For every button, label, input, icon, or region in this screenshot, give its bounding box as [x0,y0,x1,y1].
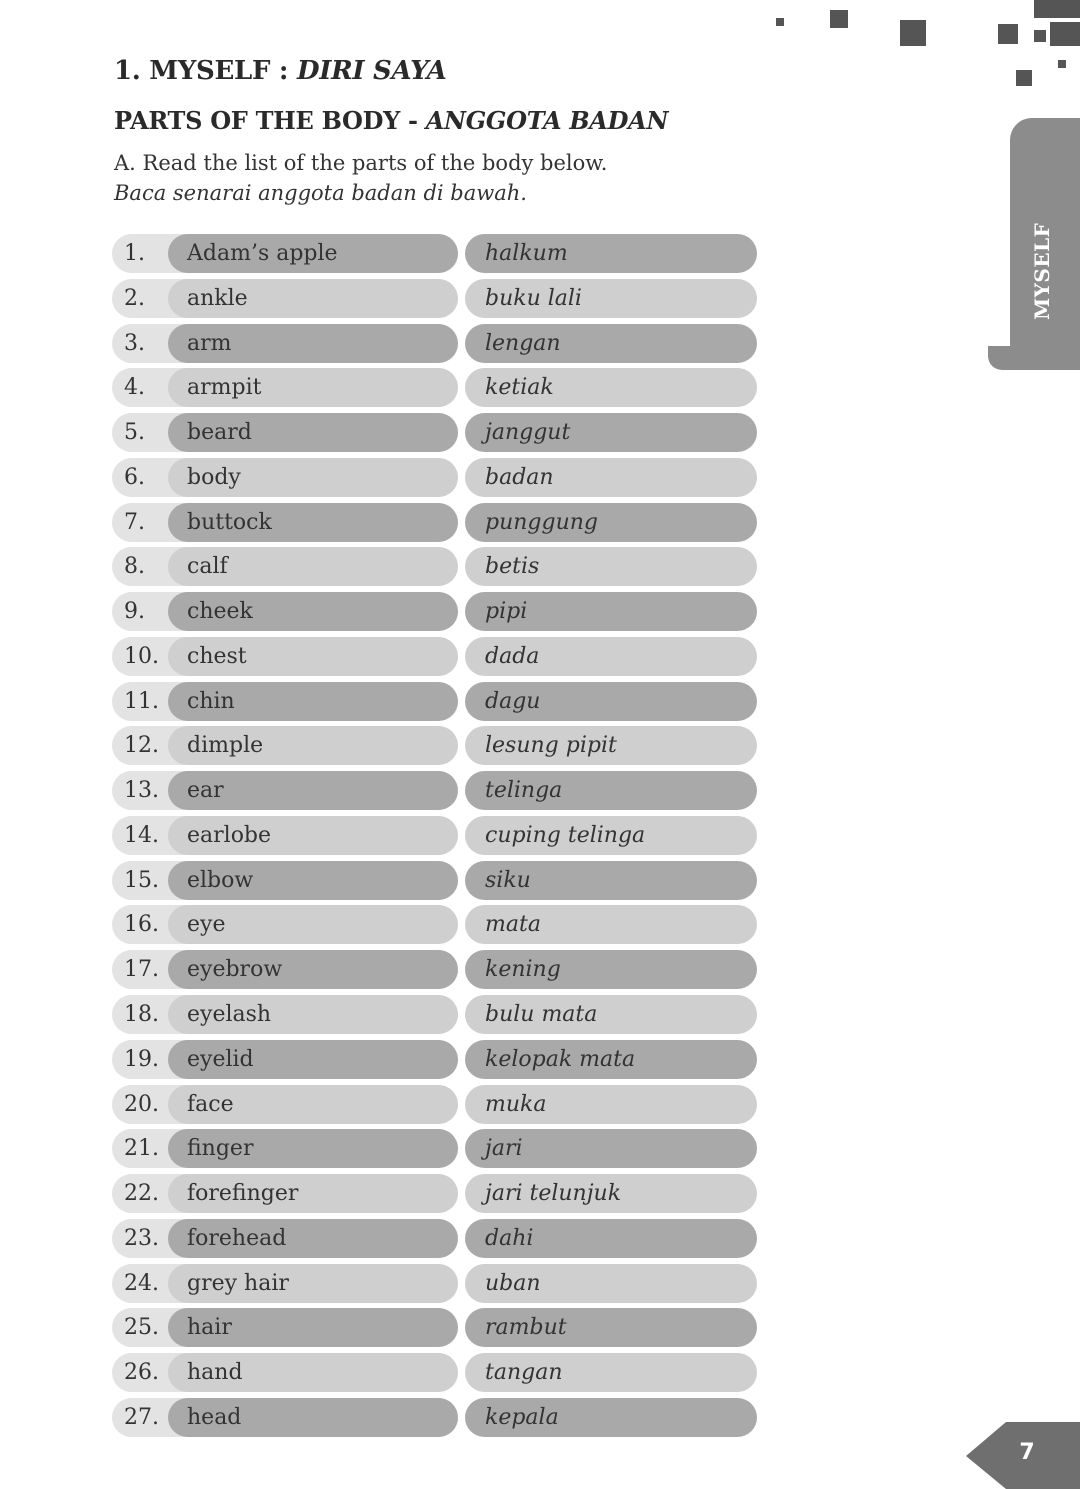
english-term: ankle [168,279,458,318]
english-term: eyelid [168,1040,458,1079]
malay-term: tangan [465,1353,757,1392]
malay-term: siku [465,861,757,900]
malay-term: dada [465,637,757,676]
english-term: hair [168,1308,458,1347]
page-title [114,56,447,86]
decor-square [1050,22,1080,46]
list-item [112,324,758,363]
malay-term: dagu [465,682,757,721]
english-term: head [168,1398,458,1437]
vocabulary-list [112,234,758,1443]
english-term: forefinger [168,1174,458,1213]
english-term: face [168,1085,458,1124]
malay-term: telinga [465,771,757,810]
english-term: eyebrow [168,950,458,989]
item-number: 15. [124,867,159,893]
item-number: 7. [124,509,145,535]
malay-term: mata [465,905,757,944]
item-number: 24. [124,1270,159,1296]
item-number: 6. [124,464,145,490]
malay-term: muka [465,1085,757,1124]
malay-term: jari [465,1129,757,1168]
item-number: 14. [124,822,159,848]
list-item [112,1174,758,1213]
english-term: arm [168,324,458,363]
malay-term: rambut [465,1308,757,1347]
english-term: earlobe [168,816,458,855]
item-number: 18. [124,1002,159,1028]
instruction-malay: Baca senarai anggota badan di bawah. [114,181,527,205]
malay-term: pipi [465,592,757,631]
item-number: 9. [124,599,145,625]
english-term: beard [168,413,458,452]
malay-term: betis [465,547,757,586]
english-term: eye [168,905,458,944]
section-title [114,106,668,135]
list-item [112,771,758,810]
decor-square [830,10,848,28]
list-item [112,1353,758,1392]
list-item [112,816,758,855]
english-term: hand [168,1353,458,1392]
list-item [112,905,758,944]
list-item [112,458,758,497]
list-item [112,368,758,407]
malay-term: dahi [465,1219,757,1258]
item-number: 16. [124,912,159,938]
malay-term: kelopak mata [465,1040,757,1079]
list-item [112,279,758,318]
english-term: cheek [168,592,458,631]
malay-term: lesung pipit [465,726,757,765]
item-number: 22. [124,1181,159,1207]
english-term: armpit [168,368,458,407]
list-item [112,1129,758,1168]
list-item [112,1085,758,1124]
list-item [112,682,758,721]
item-number: 19. [124,1046,159,1072]
item-number: 3. [124,330,145,356]
malay-term: uban [465,1264,757,1303]
malay-term: badan [465,458,757,497]
english-term: dimple [168,726,458,765]
malay-term: lengan [465,324,757,363]
malay-term: buku lali [465,279,757,318]
english-term: eyelash [168,995,458,1034]
malay-term: ketiak [465,368,757,407]
item-number: 21. [124,1136,159,1162]
malay-term: jari telunjuk [465,1174,757,1213]
malay-term: cuping telinga [465,816,757,855]
title-malay: DIRI SAYA [296,56,447,86]
decor-square [1034,0,1080,18]
list-item [112,726,758,765]
decor-square [998,24,1018,44]
item-number: 17. [124,957,159,983]
section-malay: ANGGOTA BADAN [425,106,669,135]
item-number: 5. [124,420,145,446]
instructions [114,148,607,208]
item-number: 11. [124,688,159,714]
english-term: calf [168,547,458,586]
decor-square [776,18,784,26]
english-term: buttock [168,503,458,542]
malay-term: kepala [465,1398,757,1437]
side-tab-foot [988,346,1080,370]
decor-square [1058,60,1066,68]
decor-square [900,20,926,46]
english-term: chest [168,637,458,676]
list-item [112,547,758,586]
item-number: 2. [124,285,145,311]
page-number: 7 [1019,1440,1035,1465]
malay-term: bulu mata [465,995,757,1034]
english-term: Adam’s apple [168,234,458,273]
malay-term: janggut [465,413,757,452]
list-item [112,592,758,631]
english-term: forehead [168,1219,458,1258]
decor-square [1034,30,1046,42]
item-number: 10. [124,643,159,669]
list-item [112,1219,758,1258]
malay-term: kening [465,950,757,989]
list-item [112,950,758,989]
section-label: PARTS OF THE BODY - [114,106,426,135]
list-item [112,995,758,1034]
item-number: 23. [124,1225,159,1251]
english-term: body [168,458,458,497]
english-term: elbow [168,861,458,900]
title-label: 1. MYSELF : [114,56,297,86]
list-item [112,861,758,900]
item-number: 8. [124,554,145,580]
item-number: 13. [124,778,159,804]
malay-term: halkum [465,234,757,273]
item-number: 20. [124,1091,159,1117]
list-item [112,234,758,273]
malay-term: punggung [465,503,757,542]
english-term: grey hair [168,1264,458,1303]
list-item [112,503,758,542]
english-term: ear [168,771,458,810]
list-item [112,1040,758,1079]
english-term: finger [168,1129,458,1168]
item-number: 12. [124,733,159,759]
list-item [112,1308,758,1347]
item-number: 4. [124,375,145,401]
list-item [112,413,758,452]
instruction-english: A. Read the list of the parts of the body below. [114,151,608,175]
list-item [112,1398,758,1437]
item-number: 26. [124,1360,159,1386]
item-number: 1. [124,241,145,266]
item-number: 27. [124,1404,159,1430]
list-item [112,637,758,676]
english-term: chin [168,682,458,721]
item-number: 25. [124,1315,159,1341]
decor-square [1016,70,1032,86]
list-item [112,1264,758,1303]
side-tab-label: MYSELF [1030,222,1054,320]
